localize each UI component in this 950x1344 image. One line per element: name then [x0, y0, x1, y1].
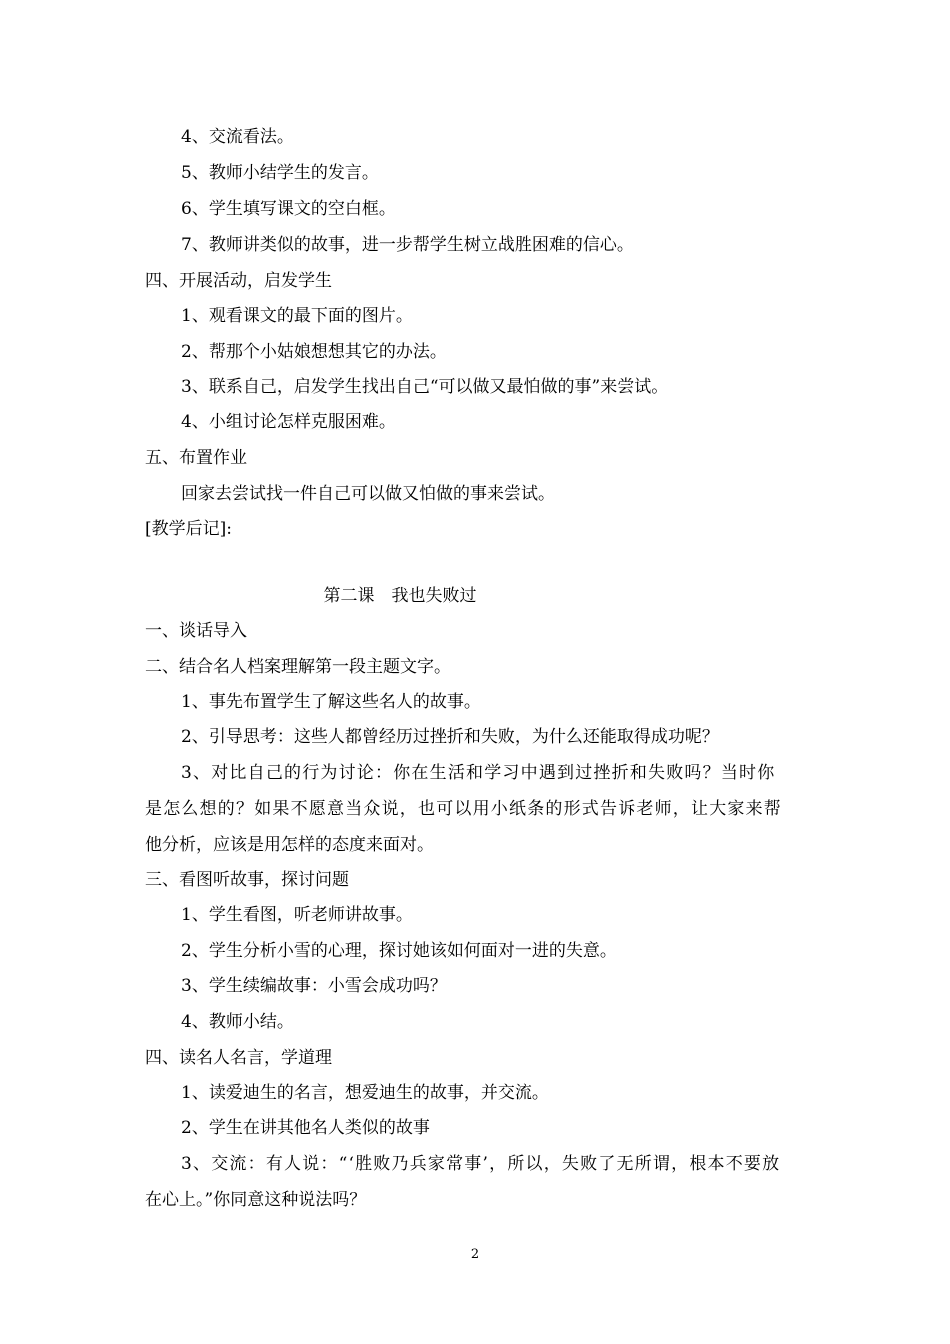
list-item: 2、引导思考：这些人都曾经历过挫折和失败，为什么还能取得成功呢？	[181, 727, 719, 747]
section-heading: 一、谈话导入	[145, 621, 247, 641]
paragraph-line: 3、对比自己的行为讨论：你在生活和学习中遇到过挫折和失败吗？当时你	[181, 763, 776, 783]
list-item: 4、交流看法。	[181, 127, 294, 147]
paragraph-line: 他分析，应该是用怎样的态度来面对。	[145, 835, 434, 855]
lesson-title: 第二课 我也失败过	[323, 586, 477, 606]
list-item: 1、读爱迪生的名言，想爱迪生的故事，并交流。	[181, 1083, 549, 1103]
list-item: 5、教师小结学生的发言。	[181, 163, 379, 183]
list-item: 3、学生续编故事：小雪会成功吗？	[181, 976, 447, 996]
list-item: 1、观看课文的最下面的图片。	[181, 306, 413, 326]
list-item: 2、学生在讲其他名人类似的故事	[181, 1118, 430, 1138]
list-item: 2、帮那个小姑娘想想其它的办法。	[181, 342, 447, 362]
section-heading: 五、布置作业	[145, 448, 247, 468]
section-heading: 四、开展活动，启发学生	[145, 271, 332, 291]
list-item: 7、教师讲类似的故事，进一步帮学生树立战胜困难的信心。	[181, 235, 634, 255]
paragraph-line: 在心上。”你同意这种说法吗？	[145, 1190, 367, 1210]
list-item: 6、学生填写课文的空白框。	[181, 199, 396, 219]
list-item: 1、事先布置学生了解这些名人的故事。	[181, 692, 481, 712]
page-number: 2	[470, 1247, 480, 1262]
list-item: 4、小组讨论怎样克服困难。	[181, 412, 396, 432]
section-heading: 四、读名人名言，学道理	[145, 1048, 332, 1068]
list-item: 4、教师小结。	[181, 1012, 294, 1032]
paragraph: 回家去尝试找一件自己可以做又怕做的事来尝试。	[181, 484, 555, 504]
list-item: 3、联系自己，启发学生找出自己“可以做又最怕做的事”来尝试。	[181, 377, 669, 397]
teaching-notes-label: [教学后记]:	[145, 519, 232, 539]
section-heading: 三、看图听故事，探讨问题	[145, 870, 349, 890]
list-item: 1、学生看图，听老师讲故事。	[181, 905, 413, 925]
list-item: 2、学生分析小雪的心理，探讨她该如何面对一进的失意。	[181, 941, 617, 961]
section-heading: 二、结合名人档案理解第一段主题文字。	[145, 657, 451, 677]
paragraph-line: 是怎么想的？如果不愿意当众说，也可以用小纸条的形式告诉老师，让大家来帮	[145, 799, 782, 819]
paragraph-line: 3、交流：有人说：“‘胜败乃兵家常事’，所以，失败了无所谓，根本不要放	[181, 1154, 781, 1174]
